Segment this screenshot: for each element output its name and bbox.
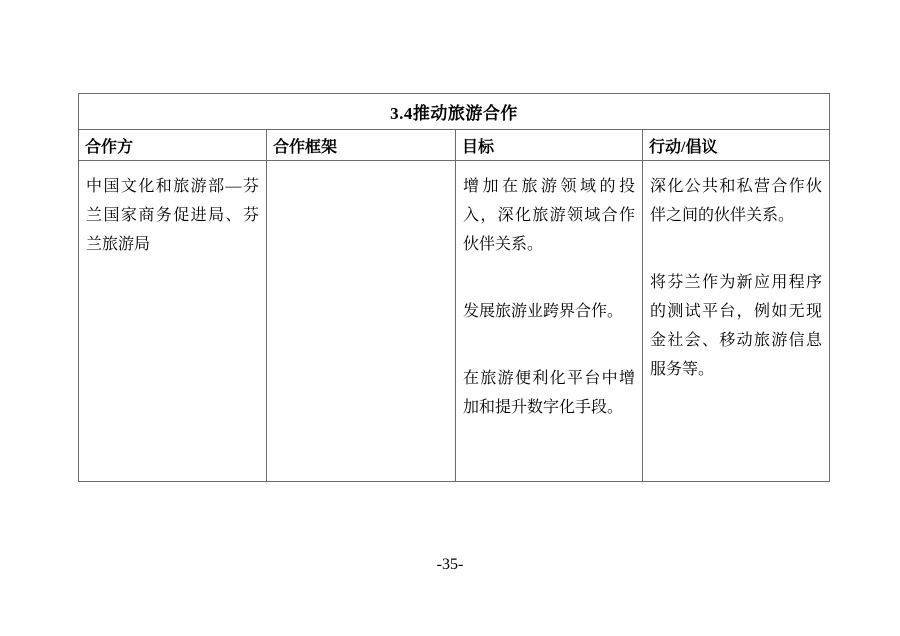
goal-paragraph: 发展旅游业跨界合作。 — [463, 303, 624, 320]
column-header-framework: 合作框架 — [267, 130, 456, 161]
action-paragraph: 深化公共和私营合作伙伴之间的伙伴关系。 — [650, 178, 822, 224]
table-title-row — [79, 94, 830, 130]
goal-paragraph: 增加在旅游领域的投入，深化旅游领域合作伙伴关系。 — [463, 178, 635, 253]
page-number: -35- — [436, 556, 464, 573]
goal-paragraph: 在旅游便利化平台中增加和提升数字化手段。 — [463, 370, 635, 416]
table-row — [79, 161, 830, 482]
cell-partner — [79, 161, 267, 482]
tourism-cooperation-table — [78, 93, 830, 482]
table-header-row — [79, 130, 830, 161]
column-header-partner: 合作方 — [79, 130, 267, 161]
cell-actions — [643, 161, 830, 482]
table-title: 3.4推动旅游合作 — [79, 94, 830, 130]
partner-text: 中国文化和旅游部—芬兰国家商务促进局、芬兰旅游局 — [86, 178, 259, 253]
action-paragraph: 将芬兰作为新应用程序的测试平台，例如无现金社会、移动旅游信息服务等。 — [650, 274, 822, 378]
cell-framework — [267, 161, 456, 482]
column-header-actions: 行动/倡议 — [643, 130, 830, 161]
cell-goals — [456, 161, 643, 482]
column-header-goals: 目标 — [456, 130, 643, 161]
